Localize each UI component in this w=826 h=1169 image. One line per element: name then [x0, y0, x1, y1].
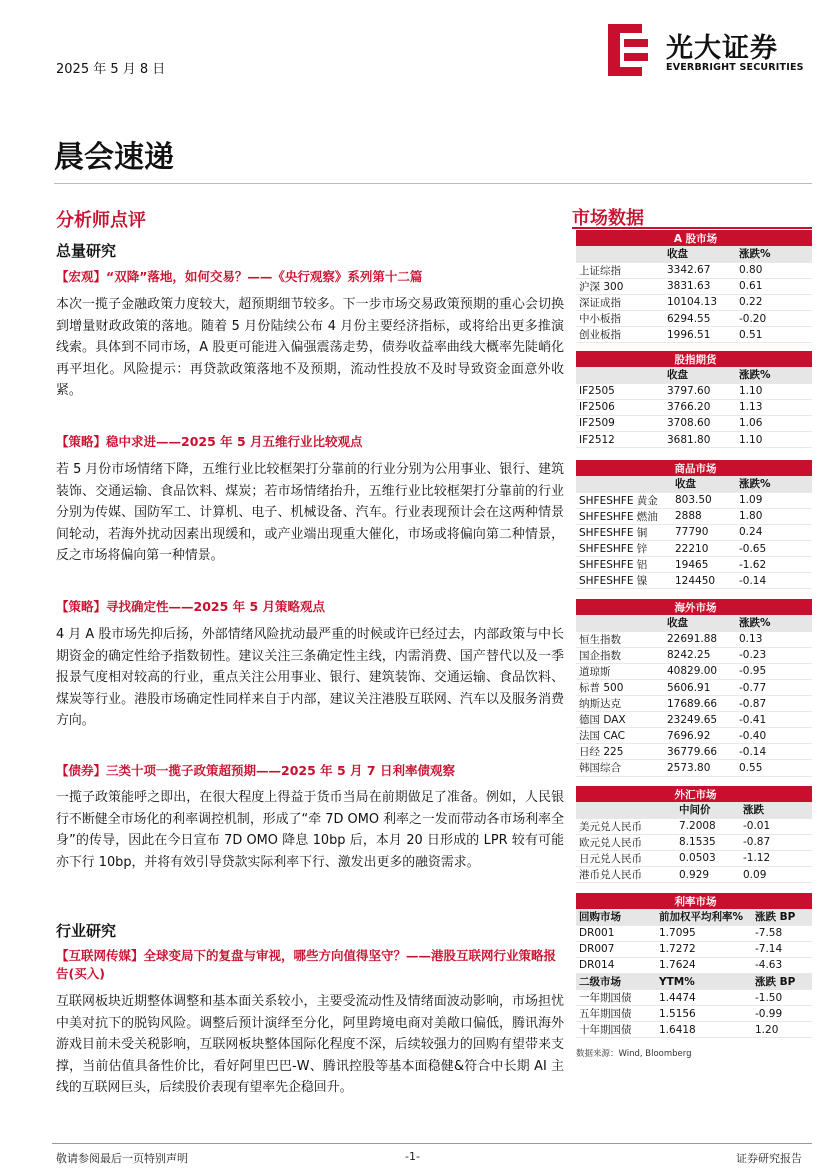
- col-header: 涨跌: [740, 802, 812, 818]
- item-title-internet[interactable]: 【互联网传媒】全球变局下的复盘与审视，哪些方向值得坚守？——港股互联网行业策略报告(买入): [56, 948, 557, 982]
- table-row: DR014 1.7624 -4.63: [576, 957, 812, 973]
- table-row: 韩国综合 2573.80 0.55: [576, 760, 812, 776]
- table-row: 上证综指 3342.67 0.80: [576, 262, 812, 278]
- col-header: 中间价: [676, 802, 740, 818]
- commodity-table: [576, 460, 812, 589]
- table-row: SHFESHFE 铝 19465 -1.62: [576, 557, 812, 573]
- table-row: 日元兑人民币 0.0503 -1.12: [576, 850, 812, 866]
- item-body-strategy-1: 若 5 月份市场情绪下降，五维行业比较框架打分靠前的行业分别为公用事业、银行、建筑装饰、交通运输、食品饮料、煤炭；若市场情绪抬升，五维行业比较框架打分靠前的行业分别为传媒、国防军工、计算机、电子、机械设备、汽车。行业表现预计会在这两种情景间轮动，若海外扰动因素出现缓和，或产业端出现重大催化，市场或将偏向第二种情景，反之市场将偏向第一种情景。: [56, 462, 564, 563]
- table-title: 外汇市场: [576, 786, 812, 802]
- col-header: 涨跌%: [736, 367, 812, 383]
- table-row: DR001 1.7095 -7.58: [576, 925, 812, 941]
- table-row: 一年期国债 1.4474 -1.50: [576, 990, 812, 1006]
- col-header: 前加权平均利率%: [656, 909, 752, 925]
- col-header: 收盘: [664, 246, 736, 262]
- a-share-table: [576, 230, 812, 343]
- page-title: 晨会速递: [54, 140, 174, 175]
- table-title: 商品市场: [576, 460, 812, 476]
- table-row: 港币兑人民币 0.929 0.09: [576, 866, 812, 882]
- industry-heading: 行业研究: [56, 922, 117, 940]
- table-row: DR007 1.7272 -7.14: [576, 941, 812, 957]
- col-header: YTM%: [656, 973, 752, 989]
- item-body-macro: 本次一揽子金融政策力度较大，超预期细节较多。下一步市场交易政策预期的重心会切换到增量财政政策的落地。随着 5 月份陆续公布 4 月份主要经济指标，或将给出更多推演线索。具体到不同市场，A 股更可能进入偏强震荡走势，债券收益率曲线大概率先陡峭化再平坦化。风险提示：再贷款政策落地不及预期，流动性投放不及时导致资金面意外收紧。: [56, 297, 564, 398]
- page-number: -1-: [405, 1150, 420, 1163]
- table-row: IF2505 3797.60 1.10: [576, 383, 812, 399]
- col-header: 回购市场: [576, 909, 656, 925]
- table-row: 沪深 300 3831.63 0.61: [576, 278, 812, 294]
- table-row: 十年期国债 1.6418 1.20: [576, 1022, 812, 1038]
- table-row: 法国 CAC 7696.92 -0.40: [576, 728, 812, 744]
- table-row: 五年期国债 1.5156 -0.99: [576, 1006, 812, 1022]
- col-header: 涨跌 BP: [752, 973, 812, 989]
- table-row: SHFESHFE 锌 22210 -0.65: [576, 540, 812, 556]
- table-row: SHFESHFE 黄金 803.50 1.09: [576, 492, 812, 508]
- table-row: 德国 DAX 23249.65 -0.41: [576, 712, 812, 728]
- fx-table: [576, 786, 812, 883]
- overseas-table: [576, 599, 812, 777]
- footer-report-type: 证券研究报告: [736, 1152, 802, 1165]
- col-header: 二级市场: [576, 973, 656, 989]
- table-row: IF2506 3766.20 1.13: [576, 399, 812, 415]
- col-header: 涨跌 BP: [752, 909, 812, 925]
- table-row: 创业板指 1996.51 0.51: [576, 327, 812, 343]
- report-date: 2025 年 5 月 8 日: [56, 62, 166, 77]
- item-title-bond[interactable]: 【债券】三类十项一揽子政策超预期——2025 年 5 月 7 日利率债观察: [56, 763, 455, 778]
- data-source-note: 数据来源：Wind, Bloomberg: [576, 1049, 692, 1059]
- col-header: 涨跌%: [736, 246, 812, 262]
- table-row: 深证成指 10104.13 0.22: [576, 294, 812, 310]
- table-row: IF2509 3708.60 1.06: [576, 415, 812, 431]
- brand-logo: [608, 24, 808, 80]
- col-header: 收盘: [664, 615, 736, 631]
- logo-en-text: EVERBRIGHT SECURITIES: [666, 62, 804, 73]
- table-title: 利率市场: [576, 893, 812, 909]
- table-row: 恒生指数 22691.88 0.13: [576, 631, 812, 647]
- table-row: SHFESHFE 燃油 2888 1.80: [576, 508, 812, 524]
- col-header: 涨跌%: [736, 615, 812, 631]
- footer-divider: [52, 1143, 812, 1144]
- item-body-strategy-2: 4 月 A 股市场先抑后扬，外部情绪风险扰动最严重的时候或许已经过去，内部政策与中长期资金的确定性给予指数韧性。建议关注三条确定性主线，内需消费、国产替代以及一季报景气度相对较高的行业，重点关注公用事业、银行、建筑装饰、交通运输、食品饮料、煤炭等行业。港股市场确定性同样来自于内部，建议关注港股互联网、汽车以及服务消费方向。: [56, 627, 564, 728]
- table-row: 日经 225 36779.66 -0.14: [576, 744, 812, 760]
- footer-disclaimer[interactable]: 敬请参阅最后一页特别声明: [56, 1152, 188, 1165]
- title-divider: [54, 183, 812, 184]
- everbright-logo-icon: [608, 24, 648, 76]
- market-heading: 市场数据: [572, 208, 644, 229]
- table-row: 道琼斯 40829.00 -0.95: [576, 663, 812, 679]
- col-header: 收盘: [664, 367, 736, 383]
- item-body-bond: 一揽子政策能呼之即出，在很大程度上得益于货币当局在前期做足了准备。例如，人民银行不断健全市场化的利率调控机制，形成了“牵 7D OMO 利率之一发而带动各市场利率全身”的传导，因此在今日宣布 7D OMO 降息 10bp 后，本月 20 日形成的 LPR 较有可能亦下行 10bp，并将有效引导贷款实际利率下行、激发出更多的融资需求。: [56, 790, 564, 870]
- futures-table: [576, 351, 812, 448]
- col-header: 收盘: [672, 476, 736, 492]
- table-row: 国企指数 8242.25 -0.23: [576, 647, 812, 663]
- table-row: 中小板指 6294.55 -0.20: [576, 310, 812, 326]
- table-row: SHFESHFE 铜 77790 0.24: [576, 524, 812, 540]
- item-title-strategy-2[interactable]: 【策略】寻找确定性——2025 年 5 月策略观点: [56, 599, 326, 614]
- item-title-strategy-1[interactable]: 【策略】稳中求进——2025 年 5 月五维行业比较观点: [56, 434, 363, 449]
- col-header: 涨跌%: [736, 476, 812, 492]
- table-row: 标普 500 5606.91 -0.77: [576, 679, 812, 695]
- table-row: SHFESHFE 镍 124450 -0.14: [576, 573, 812, 589]
- analyst-heading: 分析师点评: [56, 210, 146, 231]
- table-row: 纳斯达克 17689.66 -0.87: [576, 696, 812, 712]
- market-divider: [572, 227, 812, 229]
- table-title: 股指期货: [576, 351, 812, 367]
- item-title-macro[interactable]: 【宏观】“双降”落地，如何交易？——《央行观察》系列第十二篇: [56, 269, 423, 284]
- rates-table: [576, 893, 812, 1038]
- logo-cn-text: 光大证券: [666, 33, 778, 64]
- macro-heading: 总量研究: [56, 242, 117, 260]
- table-title: A 股市场: [576, 230, 812, 246]
- table-row: 欧元兑人民币 8.1535 -0.87: [576, 834, 812, 850]
- item-body-internet: 互联网板块近期整体调整和基本面关系较小，主要受流动性及情绪面波动影响，市场担忧中美对抗下的脱钩风险。调整后预计演绎至分化，阿里跨境电商对美敞口偏低，腾讯海外游戏目前未受关税影响，互联网板块整体国际化程度不深，后续较强力的回购有望带来支撑，当前估值具备性价比，看好阿里巴巴-W、腾讯控股等基本面稳健&符合中长期 AI 主线的互联网巨头，后续股价表现有望率先企稳回升。: [56, 994, 564, 1095]
- table-title: 海外市场: [576, 599, 812, 615]
- table-row: IF2512 3681.80 1.10: [576, 431, 812, 447]
- table-row: 美元兑人民币 7.2008 -0.01: [576, 818, 812, 834]
